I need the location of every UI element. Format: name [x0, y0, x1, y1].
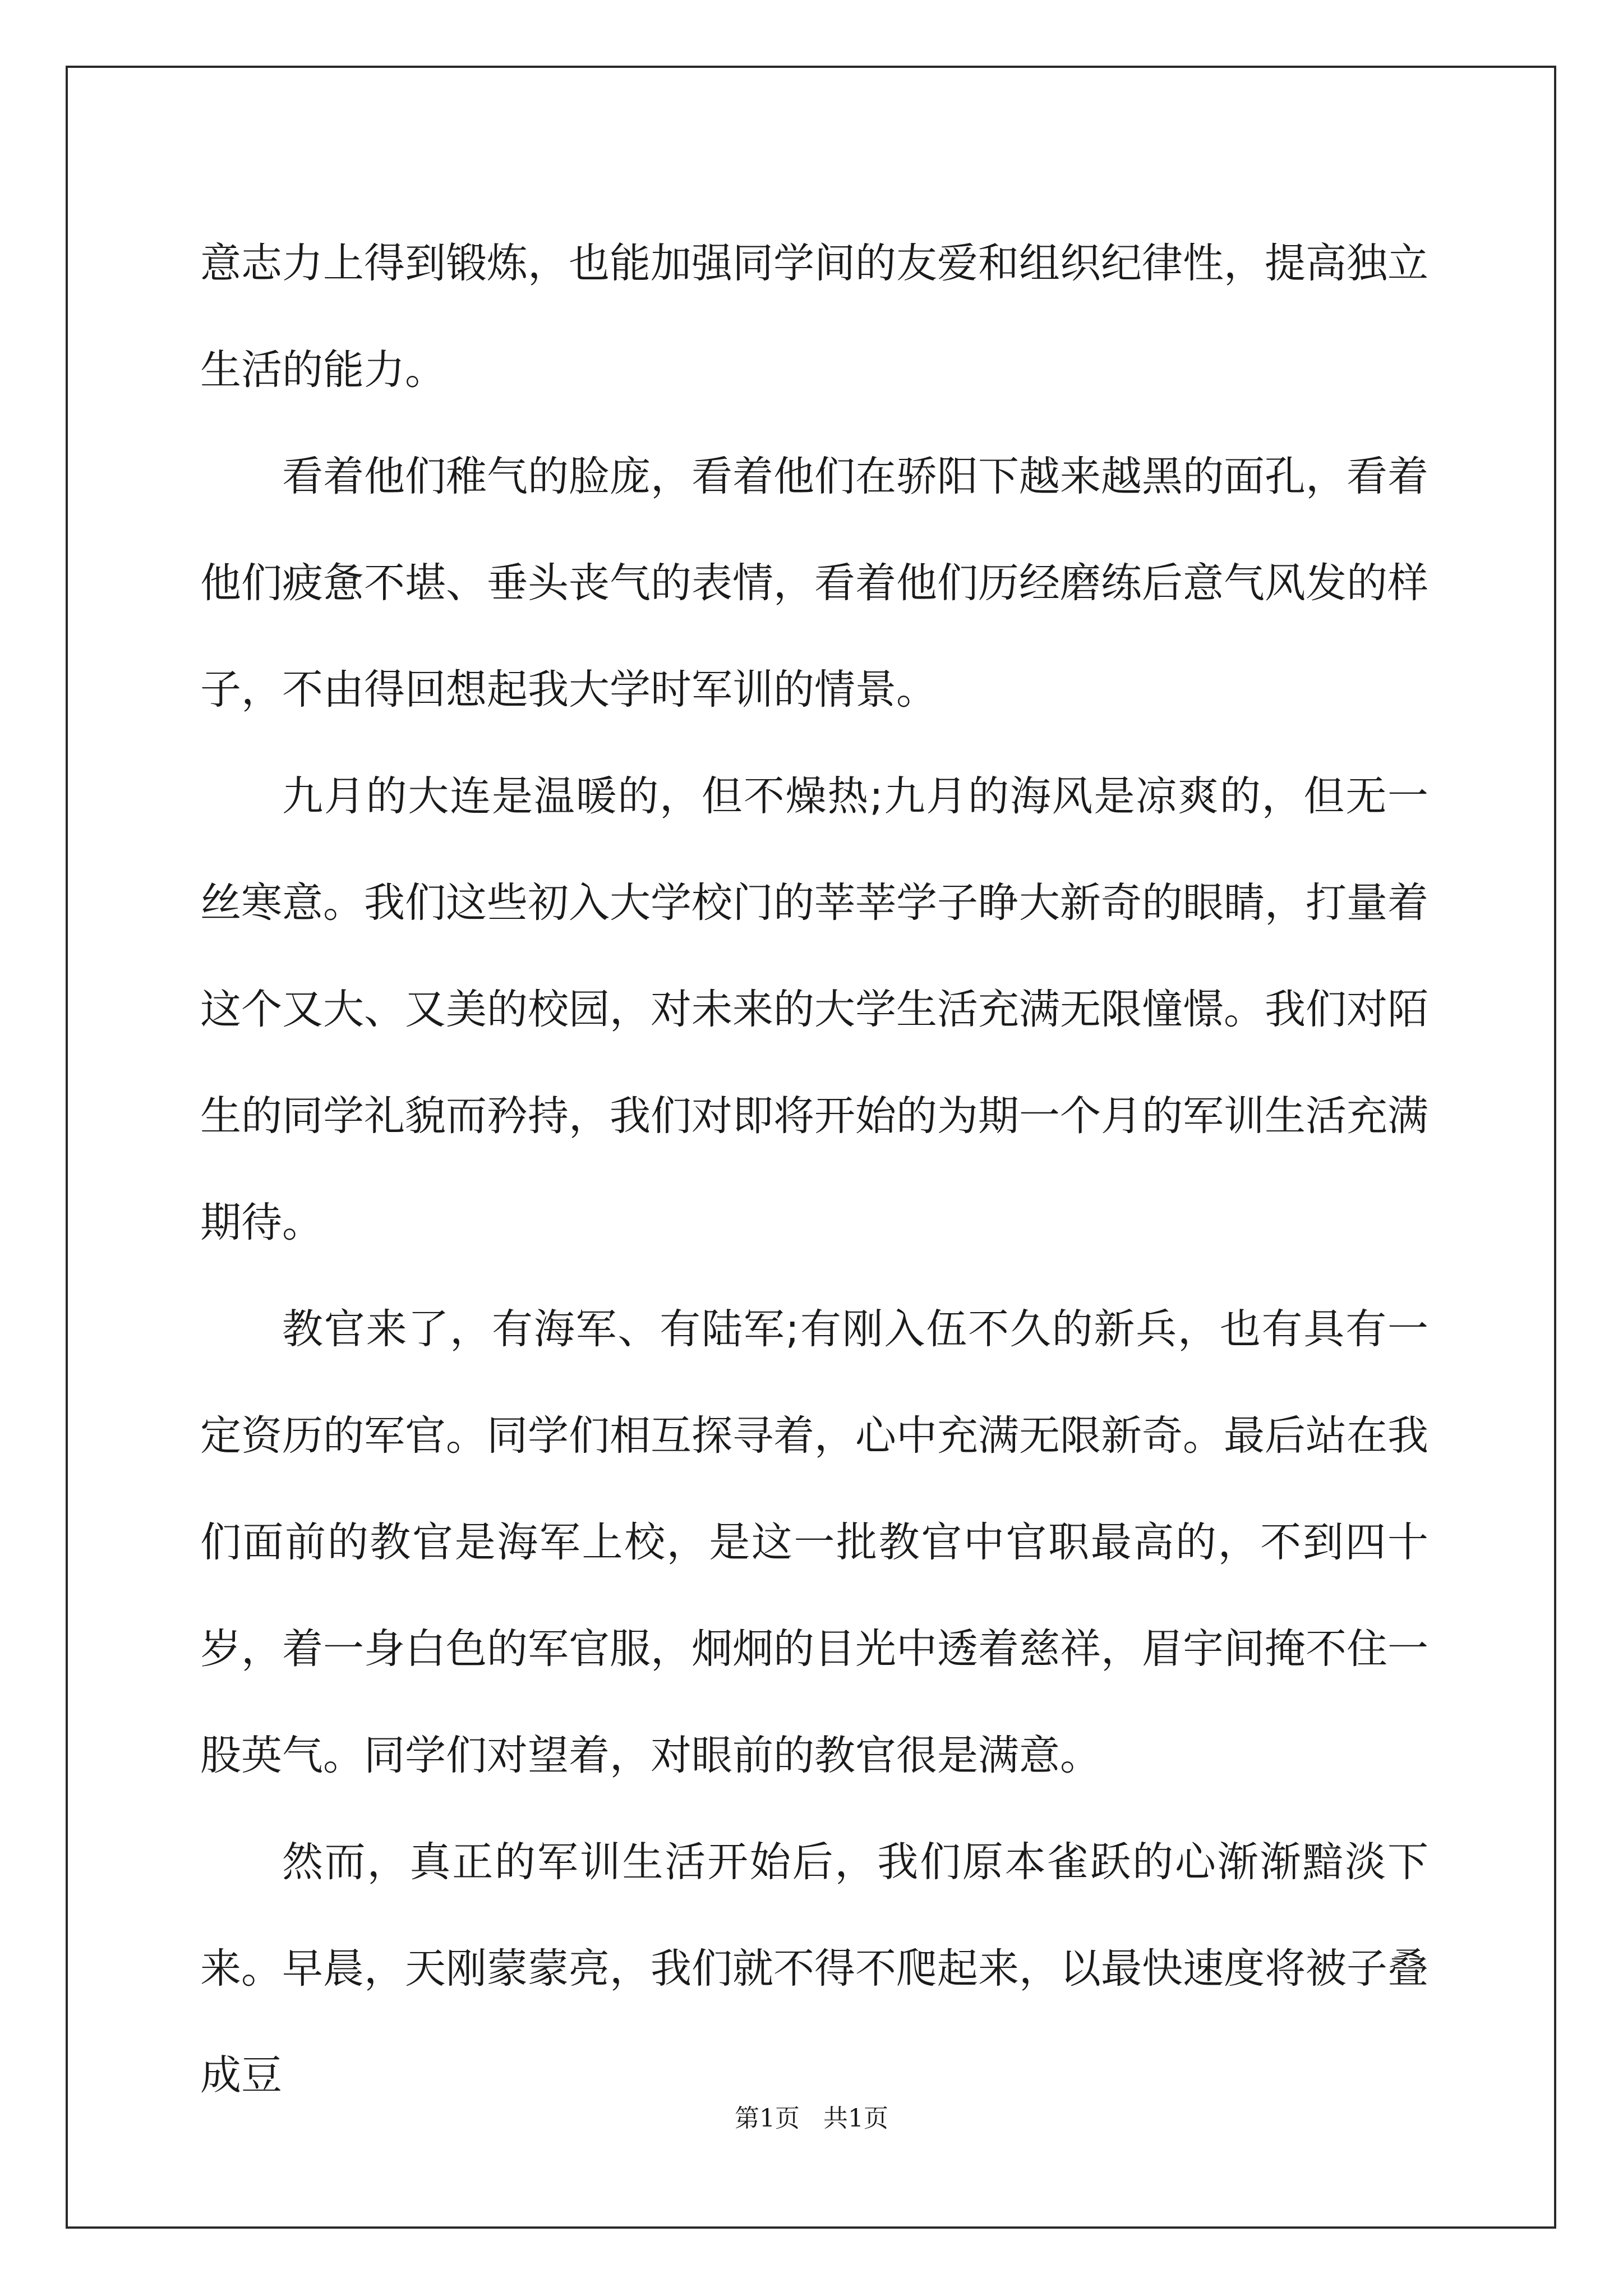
- paragraph-3: 九月的大连是温暖的，但不燥热;九月的海风是凉爽的，但无一丝寒意。我们这些初入大学校门的莘莘学子睁大新奇的眼睛，打量着这个又大、又美的校园，对未来的大学生活充满无限憧憬。我们对陌生的同学礼貌而矜持，我们对即将开始的为期一个月的军训生活充满期待。: [200, 772, 1428, 1246]
- paragraph-4: 教官来了，有海军、有陆军;有刚入伍不久的新兵，也有具有一定资历的军官。同学们相互探寻着，心中充满无限新奇。最后站在我们面前的教官是海军上校，是这一批教官中官职最高的，不到四十岁，着一身白色的军官服，炯炯的目光中透着慈祥，眉宇间掩不住一股英气。同学们对望着，对眼前的教官很是满意。: [200, 1305, 1428, 1779]
- paragraph-5: 然而，真正的军训生活开始后，我们原本雀跃的心渐渐黯淡下来。早晨，天刚蒙蒙亮，我们就不得不爬起来，以最快速度将被子叠成豆: [200, 1838, 1428, 2099]
- paragraph-1: 意志力上得到锻炼，也能加强同学间的友爱和组织纪律性，提高独立生活的能力。: [200, 240, 1428, 394]
- document-body: [200, 210, 1428, 2129]
- paragraph-2: 看着他们稚气的脸庞，看着他们在骄阳下越来越黑的面孔，看着他们疲惫不堪、垂头丧气的表情，看着他们历经磨练后意气风发的样子，不由得回想起我大学时军训的情景。: [200, 453, 1428, 714]
- page-footer: 第1页 共1页: [735, 2104, 888, 2133]
